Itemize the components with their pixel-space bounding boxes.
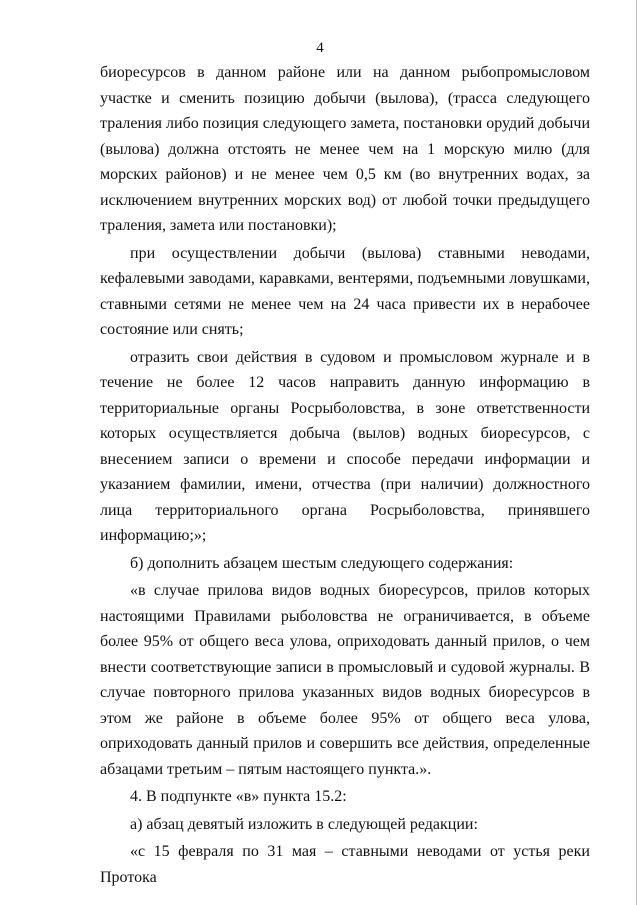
scan-edge-line — [636, 0, 637, 905]
paragraph-bycatch-quote: «в случае прилова видов водных биоресурсов, прилов которых настоящими Правилами рыболовства не ограничивается, в объеме более 95% от общего веса улова, оприходовать данный прилов, о чем внести соответствующие записи в промысловый и судовой журналы. В случае повторного прилова указанных видов водных биоресурсов в этом же районе в объеме более 95% от общего веса улова, оприходовать данный прилов и совершить все действия, определенные абзацами третьим – пятым настоящего пункта.». — [100, 582, 590, 778]
paragraph-journal-report: отразить свои действия в судовом и промысловом журнале и в течение не более 12 часов направить данную информацию в территориальные органы Росрыболовства, в зоне ответственности которых осуществляется добыча (вылов) водных биоресурсов, с внесением записи о времени и способе передачи информации и указанием фамилии, имени, отчества (при наличии) должностного лица территориального органа Росрыболовства, принявшего информацию;»; — [100, 348, 590, 544]
paragraph-continuation: биоресурсов в данном районе или на данном рыбопромысловом участке и сменить позицию добычи (вылова), (трасса следующего траления либо позиция следующего замета, постановки орудий добычи (вылова) должна отстоять не менее чем на 1 морскую милю (для морских районов) и не менее чем 0,5 км (во внутренних водах, за исключением внутренних морских вод) от любой точки предыдущего траления, замета или постановки); — [100, 64, 590, 234]
document-body — [100, 60, 590, 892]
paragraph-amendment-a: а) абзац девятый изложить в следующей редакции: — [130, 815, 478, 833]
page-number: 4 — [316, 40, 324, 56]
paragraph-item-4: 4. В подпункте «в» пункта 15.2: — [130, 788, 347, 805]
paragraph-gear-removal: при осуществлении добычи (вылова) ставными неводами, кефалевыми заводами, каравками, вентерями, подъемными ловушками, ставными сетями не менее чем на 24 часа привести их в нерабочее состояние или снять; — [100, 244, 590, 338]
paragraph-amendment-b: б) дополнить абзацем шестым следующего содержания: — [130, 554, 514, 572]
paragraph-season-quote: «с 15 февраля по 31 мая – ставными неводами от устья реки Протока — [100, 843, 590, 886]
